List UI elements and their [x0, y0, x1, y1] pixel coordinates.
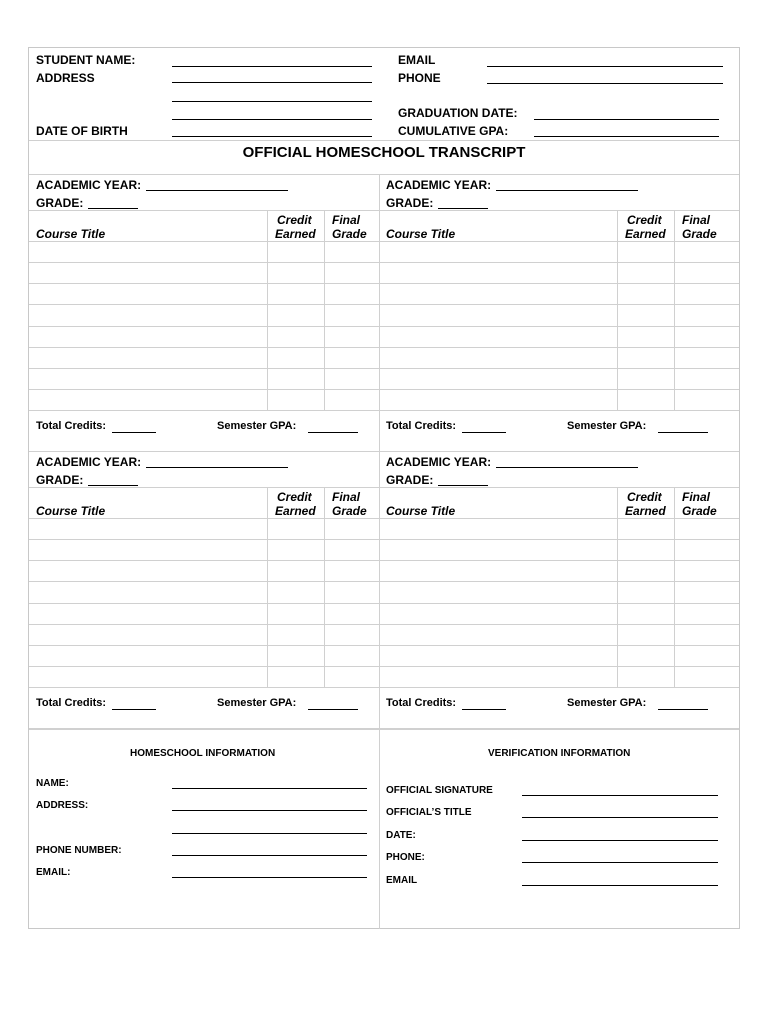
- homeschool-address-field-1[interactable]: [172, 810, 367, 811]
- final-header-2-left: Final: [332, 490, 361, 504]
- academic-year-field-1-left[interactable]: [146, 190, 288, 191]
- academic-year-label-2-right: ACADEMIC YEAR:: [386, 455, 492, 469]
- homeschool-email-label: EMAIL:: [36, 867, 71, 878]
- grade-label-2-right: GRADE:: [386, 473, 434, 487]
- phone-label: PHONE: [398, 71, 441, 85]
- final-header-2-right: Final: [682, 490, 711, 504]
- total-credits-field-1-left[interactable]: [112, 432, 156, 433]
- cumulative-gpa-field[interactable]: [534, 136, 719, 137]
- address-field-2[interactable]: [172, 101, 372, 102]
- homeschool-name-field[interactable]: [172, 788, 367, 789]
- academic-year-label-1-right: ACADEMIC YEAR:: [386, 178, 492, 192]
- officials-title-label: OFFICIAL’S TITLE: [386, 807, 472, 818]
- grade-header-2-left: Grade: [332, 504, 367, 518]
- credit-header-1-left: Credit: [277, 213, 312, 227]
- homeschool-name-label: NAME:: [36, 778, 69, 789]
- verification-email-field[interactable]: [522, 885, 718, 886]
- graduation-date-field[interactable]: [534, 119, 719, 120]
- course-title-header-2-left: Course Title: [36, 504, 106, 518]
- grade-field-2-right[interactable]: [438, 485, 488, 486]
- address-field-1[interactable]: [172, 82, 372, 83]
- address-field-3[interactable]: [172, 119, 372, 120]
- academic-year-field-1-right[interactable]: [496, 190, 638, 191]
- total-credits-field-2-right[interactable]: [462, 709, 506, 710]
- academic-year-field-2-right[interactable]: [496, 467, 638, 468]
- grade-header-1-left: Grade: [332, 227, 367, 241]
- phone-field[interactable]: [487, 83, 723, 84]
- officials-title-field[interactable]: [522, 817, 718, 818]
- course-title-header-1-right: Course Title: [386, 227, 456, 241]
- credit-header-1-right: Credit: [627, 213, 662, 227]
- official-signature-label: OFFICIAL SIGNATURE: [386, 785, 493, 796]
- verification-email-label: EMAIL: [386, 875, 418, 886]
- homeschool-phone-field[interactable]: [172, 855, 367, 856]
- page-title: OFFICIAL HOMESCHOOL TRANSCRIPT: [242, 144, 526, 161]
- homeschool-phone-label: PHONE NUMBER:: [36, 845, 122, 856]
- semester-gpa-field-1-left[interactable]: [308, 432, 358, 433]
- official-signature-field[interactable]: [522, 795, 718, 796]
- grade-field-1-right[interactable]: [438, 208, 488, 209]
- final-header-1-right: Final: [682, 213, 711, 227]
- semester-gpa-field-2-left[interactable]: [308, 709, 358, 710]
- student-name-field[interactable]: [172, 66, 372, 67]
- academic-year-label-2-left: ACADEMIC YEAR:: [36, 455, 142, 469]
- credit-header-2-right: Credit: [627, 490, 662, 504]
- academic-year-field-2-left[interactable]: [146, 467, 288, 468]
- earned-header-1-right: Earned: [625, 227, 666, 241]
- total-credits-label-2-right: Total Credits:: [386, 697, 457, 709]
- transcript-form: [28, 47, 740, 929]
- date-of-birth-field[interactable]: [172, 136, 372, 137]
- course-title-header-1-left: Course Title: [36, 227, 106, 241]
- homeschool-info-heading: HOMESCHOOL INFORMATION: [130, 748, 276, 759]
- earned-header-1-left: Earned: [275, 227, 316, 241]
- verification-date-label: DATE:: [386, 830, 416, 841]
- semester-gpa-label-2-left: Semester GPA:: [217, 697, 297, 709]
- earned-header-2-right: Earned: [625, 504, 666, 518]
- address-label: ADDRESS: [36, 71, 95, 85]
- homeschool-address-label: ADDRESS:: [36, 800, 89, 811]
- semester-gpa-field-2-right[interactable]: [658, 709, 708, 710]
- grade-field-2-left[interactable]: [88, 485, 138, 486]
- verification-date-field[interactable]: [522, 840, 718, 841]
- grade-header-1-right: Grade: [682, 227, 717, 241]
- grade-header-2-right: Grade: [682, 504, 717, 518]
- homeschool-address-field-2[interactable]: [172, 833, 367, 834]
- grade-label-1-right: GRADE:: [386, 196, 434, 210]
- verification-phone-label: PHONE:: [386, 852, 425, 863]
- email-field[interactable]: [487, 66, 723, 67]
- total-credits-field-2-left[interactable]: [112, 709, 156, 710]
- cumulative-gpa-label: CUMULATIVE GPA:: [398, 124, 509, 138]
- grade-label-1-left: GRADE:: [36, 196, 84, 210]
- semester-gpa-label-1-right: Semester GPA:: [567, 420, 647, 432]
- email-label: EMAIL: [398, 53, 436, 67]
- credit-header-2-left: Credit: [277, 490, 312, 504]
- total-credits-label-1-left: Total Credits:: [36, 420, 107, 432]
- semester-gpa-label-1-left: Semester GPA:: [217, 420, 297, 432]
- semester-gpa-label-2-right: Semester GPA:: [567, 697, 647, 709]
- verification-info-heading: VERIFICATION INFORMATION: [488, 748, 631, 759]
- total-credits-field-1-right[interactable]: [462, 432, 506, 433]
- earned-header-2-left: Earned: [275, 504, 316, 518]
- course-title-header-2-right: Course Title: [386, 504, 456, 518]
- total-credits-label-2-left: Total Credits:: [36, 697, 107, 709]
- grade-label-2-left: GRADE:: [36, 473, 84, 487]
- student-name-label: STUDENT NAME:: [36, 53, 136, 67]
- academic-year-label-1-left: ACADEMIC YEAR:: [36, 178, 142, 192]
- final-header-1-left: Final: [332, 213, 361, 227]
- date-of-birth-label: DATE OF BIRTH: [36, 124, 128, 138]
- homeschool-email-field[interactable]: [172, 877, 367, 878]
- grade-field-1-left[interactable]: [88, 208, 138, 209]
- verification-phone-field[interactable]: [522, 862, 718, 863]
- graduation-date-label: GRADUATION DATE:: [398, 106, 518, 120]
- semester-gpa-field-1-right[interactable]: [658, 432, 708, 433]
- total-credits-label-1-right: Total Credits:: [386, 420, 457, 432]
